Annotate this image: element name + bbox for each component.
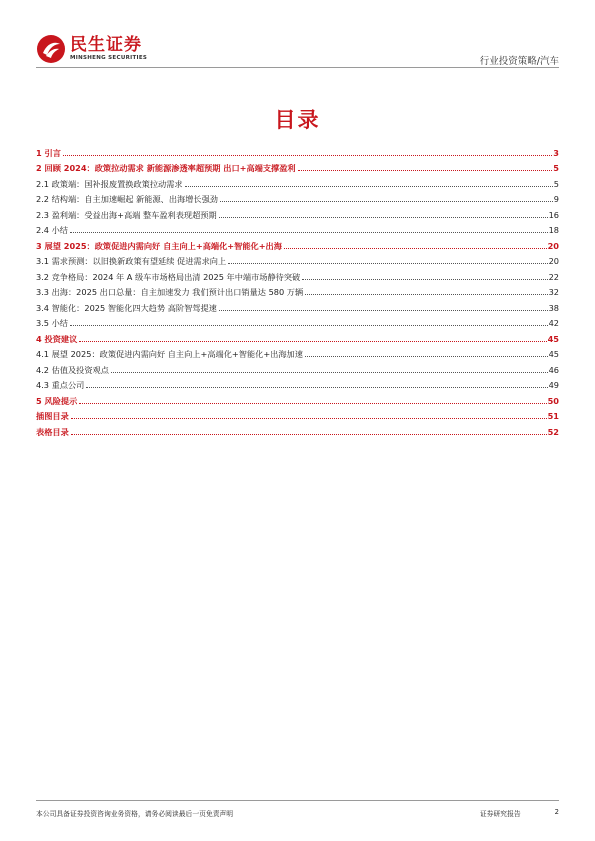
toc-entry-page: 38 [548,302,559,313]
toc-entry-page: 18 [548,225,559,235]
toc-entry[interactable] [36,174,559,190]
toc-entry-page: 49 [548,380,559,390]
toc-entry[interactable] [36,221,559,237]
toc-entry-page: 5 [553,178,559,189]
toc-entry[interactable] [36,422,559,438]
toc-entry-page: 45 [547,333,559,344]
page-title: 目录 [274,108,321,132]
toc-entry-label: 2.4 小结 [36,225,68,235]
toc-entry-label: 4.1 展望 2025：政策促进内需向好 自主向上+高端化+智能化+出海加速 [36,349,303,359]
toc-leader-dots [228,263,547,264]
page-header [36,34,559,66]
toc-leader-dots [79,403,546,404]
toc-entry-label: 插图目录 [36,411,69,421]
toc-entry-label: 3.5 小结 [36,318,68,328]
toc-entry-page: 16 [548,209,559,220]
toc-leader-dots [219,310,548,311]
toc-entry-label: 2 回顾 2024：政策拉动需求 新能源渗透率超预期 出口+高端支撑盈利 [36,163,296,173]
table-of-contents [36,143,559,438]
toc-leader-dots [71,434,547,435]
toc-entry-label: 5 风险提示 [36,395,78,406]
toc-leader-dots [86,387,547,388]
toc-entry[interactable] [36,159,559,175]
toc-entry-page: 20 [547,240,559,251]
toc-entry-label: 3.3 出海：2025 出口总量：自主加速发力 我们预计出口销量达 580 万辆 [36,287,304,297]
toc-entry-label: 2.1 政策端：国补报废置换政策拉动需求 [36,178,183,189]
toc-entry[interactable] [36,283,559,299]
logo-chinese-name: 民生证券 [70,35,142,55]
toc-entry-label: 表格目录 [36,426,69,437]
toc-entry-page: 9 [553,194,559,204]
toc-entry[interactable] [36,391,559,407]
toc-leader-dots [71,418,547,419]
toc-entry-label: 1 引言 [36,147,61,158]
toc-entry-page: 3 [553,147,559,158]
toc-entry[interactable] [36,190,559,206]
toc-entry-page: 42 [548,318,559,328]
toc-leader-dots [63,155,552,156]
header-divider [36,67,559,68]
toc-entry-page: 5 [553,163,559,173]
toc-leader-dots [298,170,553,171]
toc-leader-dots [284,248,547,249]
toc-entry[interactable] [36,360,559,376]
toc-entry[interactable] [36,298,559,314]
toc-entry-page: 32 [548,287,559,297]
footer-divider [36,800,559,801]
toc-leader-dots [111,372,548,373]
toc-entry-label: 4.3 重点公司 [36,380,85,390]
toc-entry-page: 52 [547,426,559,437]
toc-entry-page: 50 [547,395,559,406]
toc-entry[interactable] [36,236,559,252]
minsheng-logo-icon [36,34,66,64]
toc-entry-page: 20 [548,256,559,266]
toc-entry[interactable] [36,205,559,221]
toc-entry-page: 51 [547,411,559,421]
footer-disclaimer: 本公司具备证券投资咨询业务资格，请务必阅读最后一页免责声明 [36,810,234,818]
toc-entry-label: 4.2 估值及投资观点 [36,364,109,375]
toc-entry-label: 3.2 竞争格局：2024 年 A 级车市场格局出清 2025 年中端市场静待突破 [36,271,301,282]
toc-entry-label: 4 投资建议 [36,333,78,344]
toc-entry[interactable] [36,345,559,361]
company-logo [36,34,147,64]
toc-entry[interactable] [36,252,559,268]
toc-entry[interactable] [36,143,559,159]
toc-leader-dots [70,232,548,233]
toc-leader-dots [305,294,547,295]
toc-leader-dots [302,279,547,280]
toc-entry-page: 22 [548,271,559,282]
toc-entry[interactable] [36,376,559,392]
toc-entry[interactable] [36,314,559,330]
toc-leader-dots [70,325,548,326]
footer-info [480,808,559,818]
logo-english-name: MINSHENG SECURITIES [70,55,148,61]
toc-leader-dots [79,341,546,342]
toc-entry-label: 2.2 结构端：自主加速崛起 新能源、出海增长强劲 [36,194,218,204]
toc-leader-dots [219,217,548,218]
toc-entry-page: 46 [548,364,559,375]
toc-entry-page: 45 [548,349,559,359]
toc-entry-label: 3.1 需求预测：以旧换新政策有望延续 促进需求向上 [36,256,227,266]
toc-leader-dots [305,356,548,357]
toc-entry-label: 3.4 智能化：2025 智能化四大趋势 高阶智驾提速 [36,302,217,313]
toc-entry[interactable] [36,407,559,423]
toc-entry[interactable] [36,329,559,345]
breadcrumb: 行业投资策略/汽车 [479,56,559,67]
toc-entry[interactable] [36,267,559,283]
page-number: 2 [554,808,559,816]
toc-entry-label: 2.3 盈利端：受益出海+高端 整车盈利表现超预期 [36,209,217,220]
toc-leader-dots [185,186,553,187]
toc-leader-dots [220,201,553,202]
report-type-label: 证券研究报告 [479,810,521,818]
toc-entry-label: 3 展望 2025：政策促进内需向好 自主向上+高端化+智能化+出海 [36,240,282,251]
